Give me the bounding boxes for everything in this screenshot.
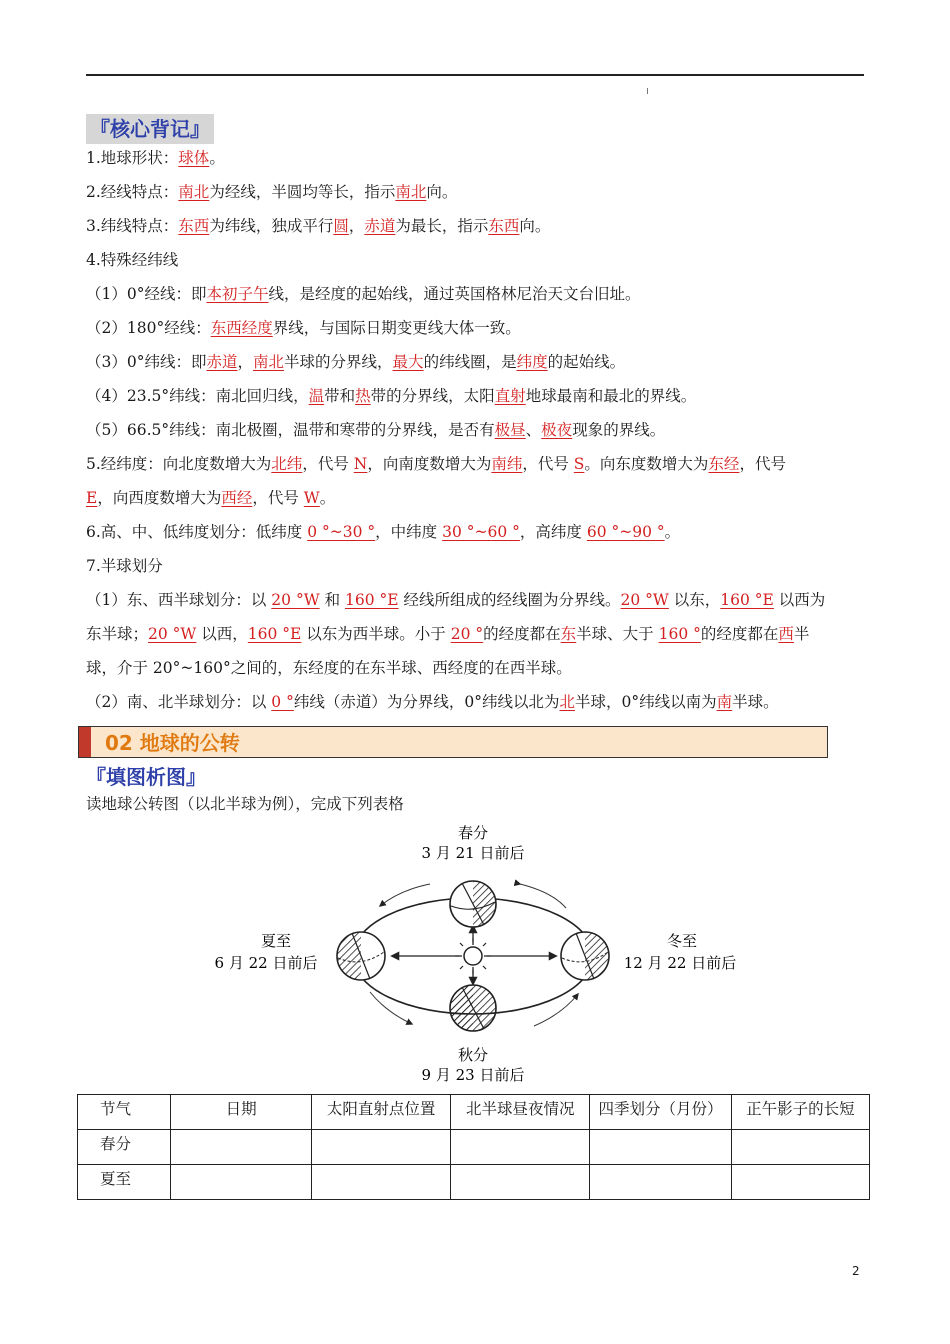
header-mark bbox=[647, 88, 648, 94]
table-cell[interactable] bbox=[451, 1130, 590, 1165]
summer-label: 夏至 bbox=[260, 932, 292, 950]
earth-autumn-icon bbox=[450, 985, 496, 1031]
body-text: （2）南、北半球划分：以 bbox=[86, 693, 272, 711]
winter-label: 冬至 bbox=[666, 932, 698, 950]
answer-text: 球体 bbox=[178, 149, 210, 167]
body-text: （3）0°纬线：即 bbox=[86, 353, 207, 371]
answer-text: 0 °~30 ° bbox=[307, 523, 376, 541]
body-text: 和 bbox=[319, 591, 345, 609]
body-text: ，中纬度 bbox=[375, 523, 443, 541]
answer-text: N bbox=[353, 455, 368, 473]
answer-text: 东西经度 bbox=[210, 319, 273, 337]
body-text: 以西为 bbox=[773, 591, 826, 609]
autumn-date: 9 月 23 日前后 bbox=[421, 1066, 525, 1084]
summer-date: 6 月 22 日前后 bbox=[214, 954, 318, 972]
text-line bbox=[86, 418, 665, 442]
core-memory-heading: 『核心背记』 bbox=[86, 114, 214, 144]
answer-text: 160 °E bbox=[720, 591, 774, 609]
body-text: 线，是经度的起始线，通过英国格林尼治天文台旧址。 bbox=[268, 285, 641, 303]
table-header-cell: 四季划分（月份） bbox=[590, 1095, 731, 1130]
body-text: ，向西度数增大为 bbox=[97, 489, 222, 507]
body-text: 的纬线圈，是 bbox=[423, 353, 517, 371]
body-text: 半球的分界线， bbox=[284, 353, 393, 371]
answer-text: 东西 bbox=[488, 217, 520, 235]
table-row bbox=[78, 1165, 870, 1200]
answer-text: 20 °W bbox=[620, 591, 669, 609]
text-line bbox=[86, 214, 550, 238]
body-text: 带的分界线，太阳 bbox=[370, 387, 495, 405]
body-text: ，代号 bbox=[302, 455, 354, 473]
body-text: （4）23.5°纬线：南北回归线， bbox=[86, 387, 309, 405]
body-text: 东半球； bbox=[86, 625, 149, 643]
fill-diagram-heading: 『填图析图』 bbox=[86, 765, 206, 789]
answer-text: 东经 bbox=[708, 455, 740, 473]
text-line bbox=[86, 622, 809, 646]
table-header-row bbox=[78, 1095, 870, 1130]
text-line bbox=[86, 180, 457, 204]
winter-date: 12 月 22 日前后 bbox=[623, 954, 737, 972]
text-line bbox=[86, 656, 572, 680]
earth-summer-icon bbox=[337, 932, 385, 980]
answer-text: 160 °E bbox=[345, 591, 399, 609]
body-text: 5.经纬度：向北度数增大为 bbox=[86, 455, 272, 473]
table-header-cell: 节气 bbox=[78, 1095, 171, 1130]
text-line bbox=[86, 520, 680, 544]
earth-spring-icon bbox=[450, 881, 496, 927]
answer-text: 南纬 bbox=[491, 455, 523, 473]
body-text: 界线，与国际日期变更线大体一致。 bbox=[272, 319, 521, 337]
answer-text: 160 ° bbox=[658, 625, 701, 643]
answer-text: 北纬 bbox=[271, 455, 303, 473]
table-cell[interactable] bbox=[590, 1165, 731, 1200]
answer-text: 温 bbox=[308, 387, 325, 405]
body-text: 的经度都在 bbox=[700, 625, 779, 643]
answer-text: 南北 bbox=[253, 353, 285, 371]
table-header-cell: 正午影子的长短 bbox=[731, 1095, 869, 1130]
body-text: 向。 bbox=[519, 217, 551, 235]
body-text: 纬线（赤道）为分界线，0°纬线以北为 bbox=[293, 693, 560, 711]
spring-label: 春分 bbox=[457, 824, 489, 842]
text-line bbox=[86, 146, 225, 170]
body-text: 。 bbox=[209, 149, 225, 167]
answer-text: 赤道 bbox=[364, 217, 396, 235]
body-text: 经线所组成的经线圈为分界线。 bbox=[398, 591, 621, 609]
answer-text: 东西 bbox=[178, 217, 210, 235]
body-text: ， bbox=[348, 217, 365, 235]
section-heading bbox=[78, 726, 828, 758]
body-text: 以西， bbox=[196, 625, 248, 643]
answer-text: 南北 bbox=[178, 183, 210, 201]
body-text: 为最长，指示 bbox=[395, 217, 489, 235]
answer-text: 纬度 bbox=[516, 353, 548, 371]
text-line bbox=[86, 282, 641, 306]
body-text: 向。 bbox=[426, 183, 458, 201]
table-row bbox=[78, 1130, 870, 1165]
answer-text: 北 bbox=[559, 693, 575, 711]
body-text: 半 bbox=[793, 625, 810, 643]
section-title: 02 地球的公转 bbox=[105, 731, 240, 755]
answer-text: 赤道 bbox=[206, 353, 238, 371]
body-text: 地球最南和最北的界线。 bbox=[525, 387, 697, 405]
answer-text: 南北 bbox=[395, 183, 427, 201]
text-line bbox=[86, 350, 625, 374]
text-line bbox=[86, 690, 779, 714]
table-header-cell: 太阳直射点位置 bbox=[312, 1095, 451, 1130]
body-text: 7.半球划分 bbox=[86, 557, 163, 575]
body-text: 带和 bbox=[324, 387, 356, 405]
orbit-arrow-bottom-left bbox=[370, 992, 412, 1024]
answer-text: 圆 bbox=[333, 217, 349, 235]
body-text: （2）180°经线： bbox=[86, 319, 211, 337]
body-text: 。向东度数增大为 bbox=[584, 455, 709, 473]
intro-text: 读地球公转图（以北半球为例），完成下列表格 bbox=[86, 795, 404, 813]
body-text: 2.经线特点： bbox=[86, 183, 179, 201]
body-text: 、 bbox=[525, 421, 542, 439]
table-cell[interactable] bbox=[312, 1165, 451, 1200]
solar-term-table bbox=[77, 1094, 870, 1200]
answer-text: 0 ° bbox=[271, 693, 294, 711]
text-line bbox=[86, 452, 786, 476]
autumn-label: 秋分 bbox=[457, 1046, 489, 1064]
body-text: ，代号 bbox=[252, 489, 304, 507]
table-cell[interactable] bbox=[731, 1130, 869, 1165]
answer-text: 极夜 bbox=[541, 421, 573, 439]
text-line bbox=[86, 316, 521, 340]
table-cell[interactable] bbox=[451, 1165, 590, 1200]
section-bar bbox=[79, 727, 91, 757]
answer-text: 直射 bbox=[494, 387, 526, 405]
page-number: 2 bbox=[852, 1264, 860, 1278]
text-line bbox=[86, 554, 163, 578]
table-header-cell: 日期 bbox=[171, 1095, 312, 1130]
answer-text: 60 °~90 ° bbox=[586, 523, 665, 541]
body-text: 半球、大于 bbox=[576, 625, 659, 643]
body-text: 的起始线。 bbox=[547, 353, 626, 371]
answer-text: 本初子午 bbox=[206, 285, 269, 303]
body-text: （1）0°经线：即 bbox=[86, 285, 207, 303]
body-text: ，高纬度 bbox=[519, 523, 587, 541]
answer-text: 东 bbox=[560, 625, 577, 643]
earth-revolution-diagram bbox=[200, 822, 760, 1090]
body-text: ，代号 bbox=[522, 455, 574, 473]
answer-text: W bbox=[303, 489, 320, 507]
text-line bbox=[86, 384, 696, 408]
table-cell[interactable] bbox=[171, 1130, 312, 1165]
answer-text: 20 °W bbox=[148, 625, 197, 643]
body-text: 以东为西半球。小于 bbox=[301, 625, 451, 643]
body-text: ， bbox=[237, 353, 254, 371]
table-row-label: 夏至 bbox=[78, 1165, 171, 1200]
answer-text: 30 °~60 ° bbox=[442, 523, 520, 541]
table-header-cell: 北半球昼夜情况 bbox=[451, 1095, 590, 1130]
table-cell[interactable] bbox=[171, 1165, 312, 1200]
answer-text: 20 °W bbox=[271, 591, 320, 609]
body-text: 4.特殊经纬线 bbox=[86, 251, 179, 269]
table-cell[interactable] bbox=[590, 1130, 731, 1165]
orbit-arrow-bottom-right bbox=[534, 994, 578, 1026]
body-text: ，向南度数增大为 bbox=[367, 455, 492, 473]
body-text: （1）东、西半球划分：以 bbox=[86, 591, 272, 609]
text-line bbox=[86, 588, 825, 612]
body-text: 。 bbox=[319, 489, 336, 507]
answer-text: 南 bbox=[716, 693, 733, 711]
body-text: 。 bbox=[664, 523, 681, 541]
body-text: 为经线，半圆均等长，指示 bbox=[209, 183, 396, 201]
body-text: 球，介于 20°~160°之间的，东经度的在东半球、西经度的在西半球。 bbox=[86, 659, 572, 677]
text-line bbox=[86, 248, 178, 272]
answer-text: 160 °E bbox=[247, 625, 302, 643]
body-text: 以东， bbox=[668, 591, 721, 609]
body-text: （5）66.5°纬线：南北极圈，温带和寒带的分界线，是否有 bbox=[86, 421, 495, 439]
answer-text: E bbox=[86, 489, 98, 507]
answer-text: 20 ° bbox=[450, 625, 484, 643]
body-text: ，代号 bbox=[739, 455, 786, 473]
table-row-label: 春分 bbox=[78, 1130, 171, 1165]
table-cell[interactable] bbox=[312, 1130, 451, 1165]
spring-date: 3 月 21 日前后 bbox=[421, 844, 525, 862]
top-rule bbox=[86, 74, 864, 76]
body-text: 3.纬线特点： bbox=[86, 217, 179, 235]
body-text: 现象的界线。 bbox=[572, 421, 666, 439]
body-text: 6.高、中、低纬度划分：低纬度 bbox=[86, 523, 308, 541]
text-line bbox=[86, 486, 335, 510]
body-text: 的经度都在 bbox=[483, 625, 561, 643]
body-text: 半球。 bbox=[732, 693, 779, 711]
earth-winter-icon bbox=[561, 932, 609, 980]
answer-text: 西经 bbox=[221, 489, 253, 507]
body-text: 1.地球形状： bbox=[86, 149, 179, 167]
answer-text: 西 bbox=[778, 625, 794, 643]
body-text: 为纬线，独成平行 bbox=[209, 217, 334, 235]
answer-text: 最大 bbox=[392, 353, 424, 371]
answer-text: S bbox=[573, 455, 585, 473]
answer-text: 热 bbox=[355, 387, 371, 405]
answer-text: 极昼 bbox=[494, 421, 526, 439]
table-cell[interactable] bbox=[731, 1165, 869, 1200]
body-text: 半球，0°纬线以南为 bbox=[574, 693, 717, 711]
